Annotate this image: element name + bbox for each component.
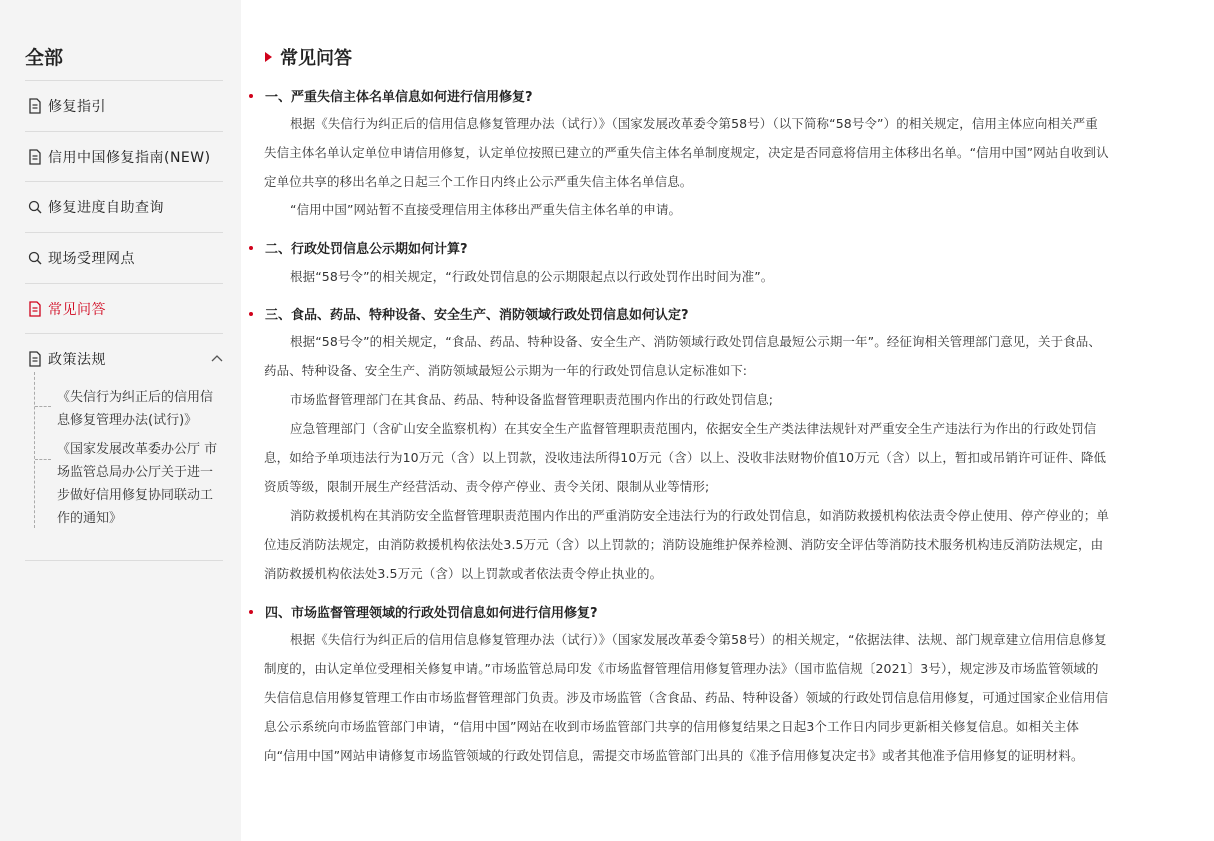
search-icon [28, 250, 42, 266]
sidebar-item-service-points[interactable] [28, 246, 135, 270]
document-icon [28, 351, 42, 367]
bullet-icon [249, 94, 253, 98]
triangle-marker-icon [265, 52, 272, 62]
sidebar-item-faq[interactable] [28, 297, 106, 321]
question-2 [249, 238, 468, 257]
policy-link-repair-measures[interactable]: 《失信行为纠正后的信用信息修复管理办法(试行)》 [57, 390, 214, 428]
sidebar-item-label: 政策法规 [48, 352, 106, 368]
question-text: 三、食品、药品、特种设备、安全生产、消防领域行政处罚信息如何认定? [265, 308, 689, 323]
sidebar-item-repair-guide[interactable] [28, 94, 106, 118]
tree-branch [35, 406, 51, 407]
sidebar-item-label: 常见问答 [48, 302, 106, 318]
divider [25, 181, 223, 182]
question-text: 一、严重失信主体名单信息如何进行信用修复? [265, 90, 533, 105]
answer-paragraph: 根据“58号令”的相关规定，“食品、药品、特种设备、安全生产、消防领域行政处罚信息最短公示期一年”。经征询相关管理部门意见，关于食品、药品、特种设备、安全生产、消防领域最短公示期为一年的行政处罚信息认定标准如下: [264, 334, 1102, 378]
sidebar-title: 全部 [25, 47, 64, 69]
answer-paragraph: “信用中国”网站暂不直接受理信用主体移出严重失信主体名单的申请。 [290, 202, 682, 217]
search-icon [28, 199, 42, 215]
page-title [265, 44, 352, 70]
divider [25, 560, 223, 561]
answer-paragraph: 应急管理部门（含矿山安全监察机构）在其安全生产监督管理职责范围内，依据安全生产类法律法规针对严重安全生产违法行为作出的行政处罚信息，如给予单项违法行为10万元（含）以上罚款，没收违法所得10万元（含）以上、没收非法财物价值10万元（含）以上，暂扣或吊销许可证件、降低资质等级，限制开展生产经营活动、责令停产停业、责令关闭、限制从业等情形; [264, 421, 1107, 494]
chevron-up-icon[interactable] [211, 354, 223, 362]
divider [25, 333, 223, 334]
document-icon [28, 301, 42, 317]
tree-branch [35, 459, 51, 460]
bullet-icon [249, 246, 253, 250]
answer-paragraph: 根据“58号令”的相关规定，“行政处罚信息的公示期限起点以行政处罚作出时间为准”。 [290, 269, 774, 284]
sidebar-item-policies[interactable] [28, 347, 106, 371]
answer-paragraph: 根据《失信行为纠正后的信用信息修复管理办法（试行）》（国家发展改革委令第58号）（以下简称“58号令”）的相关规定，信用主体应向相关严重失信主体名单认定单位申请信用修复，认定单位按照已建立的严重失信主体名单制度规定，决定是否同意将信用主体移出名单。“信用中国”网站自收到认定单位共享的移出名单之日起三个工作日内终止公示严重失信主体名单信息。 [264, 116, 1109, 189]
question-3 [249, 304, 689, 323]
sidebar [0, 0, 241, 628]
sidebar-item-label: 信用中国修复指南(NEW) [48, 150, 211, 166]
divider [25, 131, 223, 132]
bullet-icon [249, 312, 253, 316]
policy-link-coordination-notice[interactable]: 《国家发展改革委办公厅 市场监管总局办公厅关于进一步做好信用修复协同联动工作的通知》 [57, 442, 218, 526]
answer-paragraph: 消防救援机构在其消防安全监督管理职责范围内作出的严重消防安全违法行为的行政处罚信息，如消防救援机构依法责令停止使用、停产停业的；单位违反消防法规定，由消防救援机构依法处3.5万元（含）以上罚款的；消防设施维护保养检测、消防安全评估等消防技术服务机构违反消防法规定，由消防救援机构依法处3.5万元（含）以上罚款或者依法责令停止执业的。 [264, 508, 1110, 581]
divider [25, 232, 223, 233]
question-4 [249, 602, 598, 621]
bullet-icon [249, 610, 253, 614]
document-icon [28, 98, 42, 114]
question-text: 二、行政处罚信息公示期如何计算? [265, 242, 468, 257]
document-icon [28, 149, 42, 165]
question-text: 四、市场监督管理领域的行政处罚信息如何进行信用修复? [265, 606, 598, 621]
divider [25, 283, 223, 284]
question-1 [249, 86, 533, 105]
tree-connector [34, 372, 35, 528]
sidebar-item-label: 修复进度自助查询 [48, 200, 164, 216]
sidebar-item-progress-query[interactable] [28, 195, 164, 219]
divider [25, 80, 223, 81]
sidebar-item-credit-china-guide[interactable] [28, 145, 211, 169]
main-content [241, 0, 1214, 841]
sidebar-item-label: 修复指引 [48, 99, 106, 115]
sidebar-item-label: 现场受理网点 [48, 251, 135, 267]
page-title-text: 常见问答 [280, 48, 352, 69]
answer-paragraph: 根据《失信行为纠正后的信用信息修复管理办法（试行）》（国家发展改革委令第58号）的相关规定，“依据法律、法规、部门规章建立信用信息修复制度的，由认定单位受理相关修复申请。”市场监管总局印发《市场监督管理信用修复管理办法》（国市监信规〔2021〕3号），规定涉及市场监管领域的失信信息信用修复管理工作由市场监督管理部门负责。涉及市场监管（含食品、药品、特种设备）领域的行政处罚信息信用修复，可通过国家企业信用信息公示系统向市场监管部门申请，“信用中国”网站在收到市场监管部门共享的信用修复结果之日起3个工作日内同步更新相关修复信息。如相关主体向“信用中国”网站申请修复市场监管领域的行政处罚信息，需提交市场监管部门出具的《准予信用修复决定书》或者其他准予信用修复的证明材料。 [264, 632, 1109, 763]
answer-paragraph: 市场监督管理部门在其食品、药品、特种设备监督管理职责范围内作出的行政处罚信息; [290, 392, 774, 407]
